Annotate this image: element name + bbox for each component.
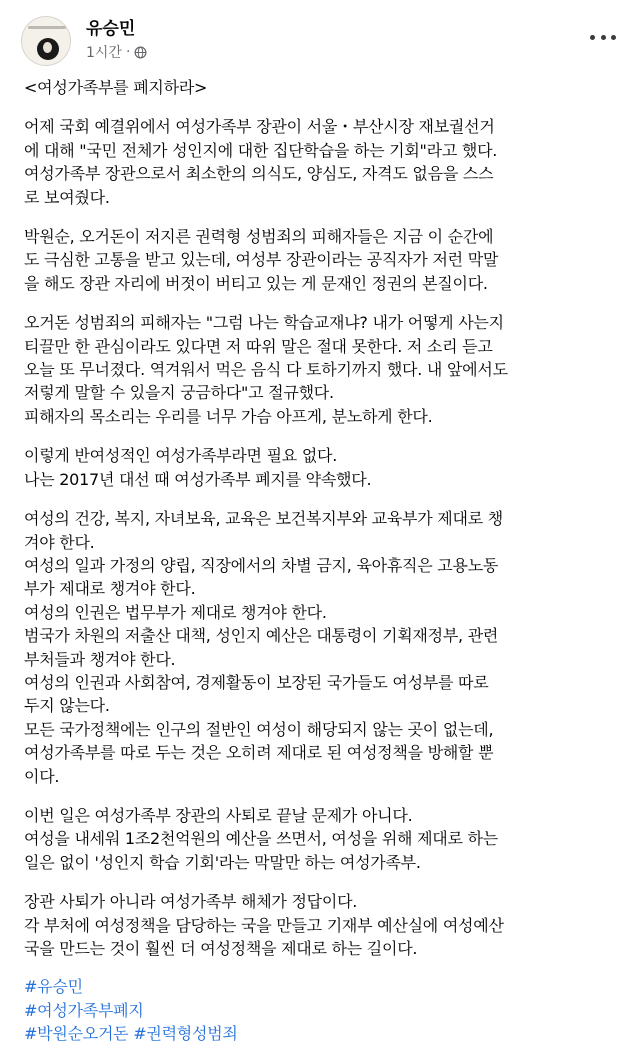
post-timestamp[interactable]: 1시간 (86, 45, 122, 61)
text-line: 부가 제대로 챙겨야 한다. (24, 579, 196, 599)
text-line: 도 극심한 고통을 받고 있는데, 여성부 장관이라는 공직자가 저런 막말 (24, 250, 499, 270)
text-line: 장관 사퇴가 아니라 여성가족부 해체가 정답이다. (24, 892, 358, 912)
author-name[interactable]: 유승민 (86, 19, 136, 39)
post-header (0, 0, 640, 66)
text-line: 티끌만 한 관심이라도 있다면 저 따위 말은 절대 못한다. 저 소리 듣고 (24, 336, 493, 356)
paragraph-1 (24, 115, 624, 209)
post-title: <여성가족부를 폐지하라> (24, 78, 208, 97)
meta-separator: · (125, 44, 131, 60)
text-line: 여성의 일과 가정의 양립, 직장에서의 차별 금지, 육아휴직은 고용노동 (24, 555, 499, 575)
hashtag-link[interactable]: #박원순오거돈 #권력형성범죄 (24, 1024, 238, 1044)
text-line: 나는 2017년 대선 때 여성가족부 폐지를 약속했다. (24, 469, 372, 489)
paragraph-7 (24, 890, 624, 960)
text-line: 을 해도 장관 자리에 버젓이 버티고 있는 게 문재인 정권의 본질이다. (24, 273, 488, 293)
paragraph-6 (24, 804, 624, 874)
text-line: 어제 국회 예결위에서 여성가족부 장관이 서울・부산시장 재보궐선거 (24, 117, 495, 137)
ellipsis-icon (590, 35, 595, 40)
hashtag-link[interactable]: #여성가족부폐지 (24, 1000, 144, 1020)
text-line: 부처들과 챙겨야 한다. (24, 649, 176, 669)
text-line: 범국가 차원의 저출산 대책, 성인지 예산은 대통령이 기획재정부, 관련 (24, 626, 499, 646)
text-line: 일은 없이 '성인지 학습 기회'라는 막말만 하는 여성가족부. (24, 852, 421, 872)
text-line: 여성가족부를 따로 두는 것은 오히려 제대로 된 여성정책을 방해할 뿐 (24, 743, 494, 763)
text-line: 이번 일은 여성가족부 장관의 사퇴로 끝날 문제가 아니다. (24, 805, 413, 825)
text-line: 여성을 내세워 1조2천억원의 예산을 쓰면서, 여성을 위해 제대로 하는 (24, 829, 498, 849)
avatar[interactable] (21, 16, 71, 66)
text-line: 저렇게 말할 수 있을지 궁금하다"고 절규했다. (24, 383, 334, 403)
avatar-caption-strip (28, 26, 66, 29)
paragraph-4 (24, 444, 624, 491)
text-line: 박원순, 오거돈이 저지른 권력형 성범죄의 피해자들은 지금 이 순간에 (24, 227, 494, 247)
ellipsis-icon (601, 35, 606, 40)
text-line: 여성의 인권은 법무부가 제대로 챙겨야 한다. (24, 602, 327, 622)
post-meta (86, 42, 147, 62)
paragraph-3 (24, 311, 624, 428)
text-line: 국을 만드는 것이 훨씬 더 여성정책을 제대로 하는 길이다. (24, 939, 418, 958)
paragraph-5 (24, 507, 624, 788)
text-line: 피해자의 목소리는 우리를 너무 가슴 아프게, 분노하게 한다. (24, 406, 433, 426)
text-line: 여성의 건강, 복지, 자녀보육, 교육은 보건복지부와 교육부가 제대로 챙 (24, 509, 503, 529)
text-line: 두지 않는다. (24, 696, 110, 716)
text-line: 오거돈 성범죄의 피해자는 "그럼 나는 학습교재냐? 내가 어떻게 사는지 (24, 313, 504, 333)
text-line: 모든 국가정책에는 인구의 절반인 여성이 해당되지 않는 곳이 없는데, (24, 719, 494, 739)
globe-icon[interactable] (134, 46, 147, 59)
more-options-button[interactable] (590, 30, 616, 44)
hashtag-list (24, 975, 624, 1045)
post-body (24, 76, 624, 1046)
text-line: 여성가족부 장관으로서 최소한의 의식도, 양심도, 자격도 없음을 스스 (24, 164, 494, 184)
text-line: 이다. (24, 766, 60, 786)
text-line: 이렇게 반여성적인 여성가족부라면 필요 없다. (24, 446, 338, 466)
paragraph-2 (24, 225, 624, 295)
text-line: 로 보여줬다. (24, 187, 110, 207)
avatar-face (43, 42, 52, 53)
text-line: 에 대해 "국민 전체가 성인지에 대한 집단학습을 하는 기회"라고 했다. (24, 140, 498, 160)
text-line: 여성의 인권과 사회참여, 경제활동이 보장된 국가들도 여성부를 따로 (24, 672, 489, 692)
text-line: 오늘 또 무너졌다. 역겨워서 먹은 음식 다 토하기까지 했다. 내 앞에서도 (24, 360, 508, 380)
text-line: 각 부처에 여성정책을 담당하는 국을 만들고 기재부 예산실에 여성예산 (24, 915, 504, 935)
hashtag-link[interactable]: #유승민 (24, 977, 83, 997)
text-line: 겨야 한다. (24, 532, 95, 552)
ellipsis-icon (611, 35, 616, 40)
